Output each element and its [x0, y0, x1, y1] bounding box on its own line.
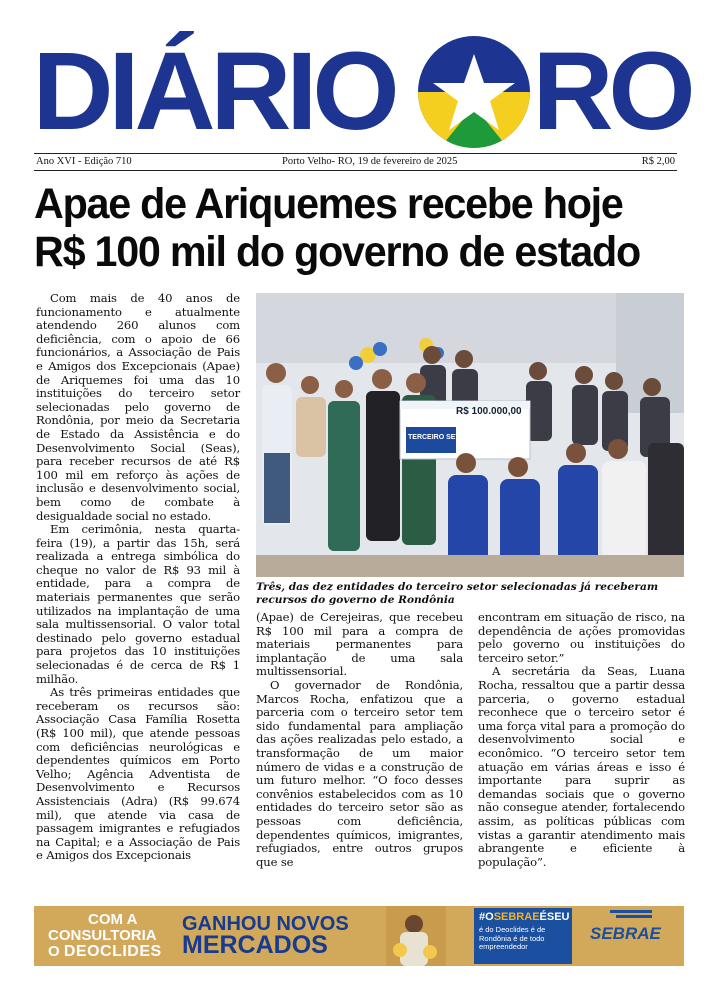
cheque-label: TERCEIRO SETOR: [408, 434, 471, 441]
sebrae-logo-icon: [610, 910, 652, 920]
ad-hashtag-brand: SEBRAE: [493, 911, 540, 923]
article-column-1: [36, 292, 240, 863]
article-column-2: [256, 611, 463, 869]
ad-headline: [182, 913, 349, 959]
main-headline: [34, 180, 653, 276]
ad-box-text: é do Deoclides é de Rondônia é de todo empreendedor: [479, 925, 546, 952]
photo-caption: Três, das dez entidades do terceiro setor selecionadas já receberam recursos do governo de Rondônia: [256, 581, 659, 606]
masthead-name-left: DIÁRIO: [32, 30, 395, 153]
ad-headline-1: GANHOU NOVOS: [182, 913, 349, 935]
ad-headline-2: MERCADOS: [182, 931, 328, 959]
article-column-3: [478, 611, 685, 869]
cover-price: R$ 2,00: [641, 156, 675, 167]
ad-hashtag-prefix: #O: [479, 911, 494, 923]
article-paragraph: encontram em situação de risco, na dependência de ações promovidas pelo governo ou instituições do terceiro setor.”: [478, 610, 685, 665]
masthead: [32, 30, 691, 153]
article-paragraph: O governador de Rondônia, Marcos Rocha, enfatizou que a parceria com o terceiro setor tem sido fundamental para ampliação das ações realizadas pelo estado, a transformação de um maior número de vidas e a construção de um futuro melhor. “O foco desses convênios estabelecidos com as 10 entidades do terceiro setor são as pessoas com deficiência, dependentes químicos, imigrantes, refugiados, entre outros grupos que se: [256, 677, 463, 869]
article-paragraph: Em cerimônia, nesta quarta-feira (19), a partir das 15h, será realizada a entrega simbólica do cheque no valor de R$ 93 mil à entidade, para a compra de materiais permanentes que serão utilizados na implantação de uma sala multissensorial. O valor total destinado pelo governo estadual para projetos das 10 instituições selecionadas é de cerca de R$ 1 milhão.: [36, 522, 240, 686]
ad-hashtag-box: [474, 908, 572, 964]
article-paragraph: (Apae) de Cerejeiras, que recebeu R$ 100 mil para a compra de materiais permanentes para implantação de uma sala multissensorial.: [256, 610, 463, 679]
dateline: Porto Velho- RO, 19 de fevereiro de 2025: [282, 156, 458, 167]
edition-bar: [34, 153, 677, 171]
headline-line-1: Apae de Ariquemes recebe hoje: [34, 180, 623, 228]
ad-line-1: COM A: [88, 911, 138, 928]
ad-line-3-prefix: O: [48, 943, 60, 960]
headline-line-2: R$ 100 mil do governo de estado: [34, 228, 640, 276]
sebrae-advertisement[interactable]: [34, 906, 684, 966]
ad-consultoria-text: [48, 912, 178, 960]
article-paragraph: Com mais de 40 anos de funcionamento e atualmente atendendo 260 alunos com deficiência, com o apoio de 66 funcionários, a Associação de Pais e Amigos dos Excepcionais (Apae) de Ariquemes foi uma das 10 instituições do terceiro setor selecionadas pelo governo de Rondônia, por meio da Secretaria de Estado da Assistência e do Desenvolvimento Social (Seas), para receber recursos de até R$ 100 mil em reforço às ações de inclusão e desenvolvimento social, bem como de combate à desigualdade social no estado.: [36, 291, 240, 523]
rondonia-flag-logo: [418, 36, 530, 148]
cheque-ceremony-photo: [256, 293, 684, 577]
sebrae-logo: SEBRAE: [590, 924, 661, 943]
ad-farmer-photo: [386, 906, 446, 966]
ad-hashtag-suffix: ÉSEU: [539, 911, 570, 923]
cheque-amount: R$ 100.000,00: [456, 406, 522, 417]
edition-number: Ano XVI - Edição 710: [36, 156, 132, 167]
ad-line-2: CONSULTORIA: [48, 927, 157, 944]
article-photo: [256, 293, 684, 577]
ad-deoclides-brand: DEOCLIDES: [63, 943, 162, 960]
article-paragraph: As três primeiras entidades que receberam os recursos são: Associação Casa Família Rosetta (R$ 100 mil), que atende pessoas com deficiências neurológicas e dependentes químicos em Porto Velho; Agência Adventista de Desenvolvimento e Recursos Assistenciais (Adra) (R$ 99.674 mil), que atende via casa de passagem imigrantes e refugiados na Capital; e a Associação de Pais e Amigos dos Excepcionais: [36, 685, 240, 863]
article-paragraph: A secretária da Seas, Luana Rocha, ressaltou que a partir dessa parceria, o governo estadual reconhece que o terceiro setor é uma força vital para a promoção do desenvolvimento social e econômico. “O terceiro setor tem atuação em várias áreas e isso é importante para suprir as demandas sociais que o governo não consegue atender, fortalecendo assim, as políticas públicas com vistas a garantir atendimento mais abrangente e eficiente à população”.: [478, 664, 685, 869]
masthead-name-right: RO: [532, 30, 691, 153]
flag-star-icon: [418, 36, 530, 148]
